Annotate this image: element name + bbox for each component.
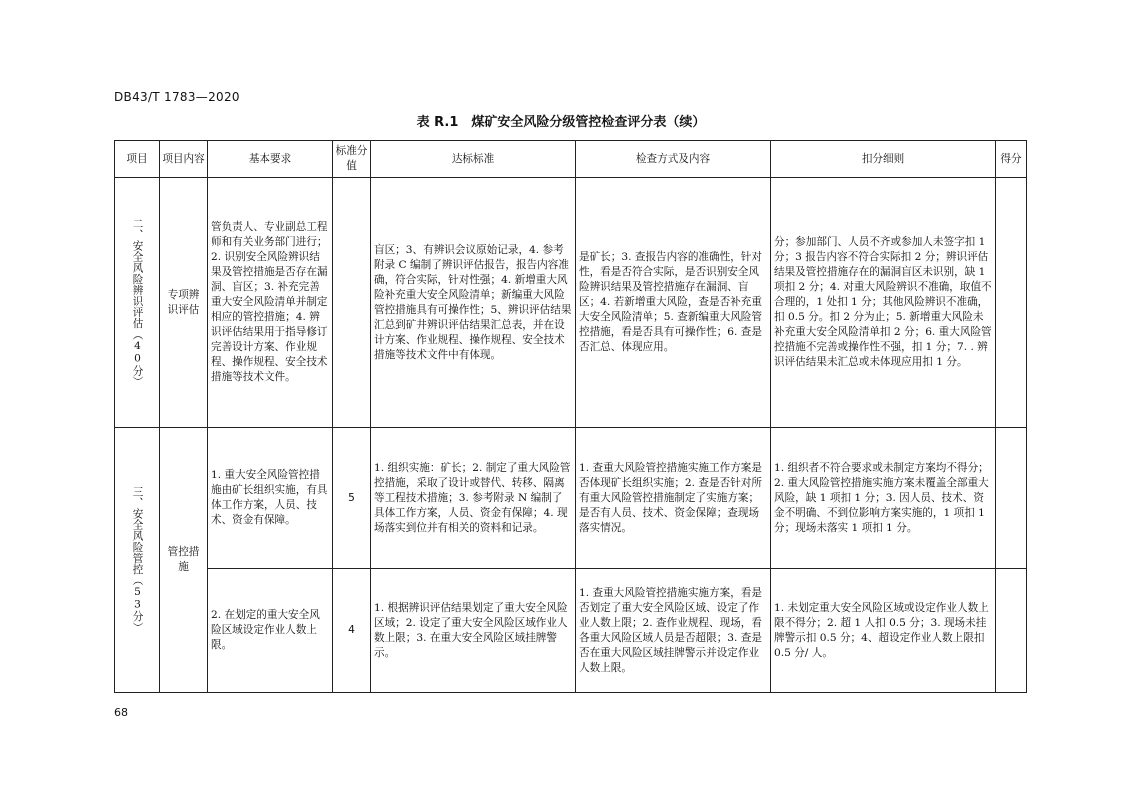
standard-score: 4 — [348, 624, 355, 636]
item-content: 专项辨识评估 — [167, 288, 200, 316]
header-item-content: 项目内容 — [160, 141, 208, 178]
section-title-cell — [115, 428, 160, 693]
standard-cell — [371, 178, 576, 428]
deduction-rules: 1. 组织者不符合要求或未制定方案均不得分；2. 重大风险管控措施实施方案未覆盖全部重大风险，缺 1 项扣 1 分；3. 因人员、技术、资金不明确、不到位影响方案实施的，1 项扣 1 分；现场未落实 1 项扣 1 分。 — [774, 461, 989, 534]
standard-cell — [371, 428, 576, 569]
standard-text: 1. 根据辨识评估结果划定了重大安全风险区域；2. 设定了重大安全风险区域作业人数上限；3. 在重大安全风险区域挂牌警示。 — [374, 601, 568, 659]
score-cell — [996, 178, 1027, 428]
score-table — [114, 140, 1027, 693]
header-project: 项目 — [115, 141, 160, 178]
basic-requirement: 管负责人、专业副总工程师和有关业务部门进行；2. 识别安全风险辨识结果及管控措施是否存在漏洞、盲区；3. 补充完善重大安全风险清单并制定相应的管控措施；4. 辨识评估结果用于指导修订完善设计方案、作业规程、操作规程、安全技术措施等技术文件。 — [211, 221, 328, 383]
check-method: 1. 查重大风险管控措施实施方案，看是否划定了重大安全风险区域、设定了作业人数上限；2. 查作业规程、现场，看各重大风险区域人员是否超限；3. 查是否在重大风险区域挂牌警示并设定作业人数上限。 — [579, 586, 762, 674]
basic-requirement-cell — [208, 178, 333, 428]
header-score: 得分 — [996, 141, 1027, 178]
basic-requirement-cell — [208, 428, 333, 569]
standard-cell — [371, 569, 576, 693]
table-row — [115, 428, 1027, 569]
item-content-cell — [160, 178, 208, 428]
table-title: 表 R.1 煤矿安全风险分级管控检查评分表（续） — [416, 115, 706, 130]
check-method-cell — [576, 178, 771, 428]
header-standard-score: 标准分值 — [333, 141, 371, 178]
check-method-cell — [576, 428, 771, 569]
check-method: 1. 查重大风险管控措施实施工作方案是否体现矿长组织实施；2. 查是否针对所有重大风险管控措施制定了实施方案；是否有人员、技术、资金保障；查现场落实情况。 — [579, 461, 762, 534]
score-cell — [996, 569, 1027, 693]
header-standard: 达标标准 — [371, 141, 576, 178]
basic-requirement: 2. 在划定的重大安全风险区域设定作业人数上限。 — [211, 609, 320, 651]
standard-text: 盲区；3、有辨识会议原始记录，4. 参考附录 C 编制了辨识评估报告，报告内容准确，符合实际，针对性强；4. 新增重大风险补充重大安全风险清单；新编重大风险管控措施具有可操作性；5、辨识评估结果汇总到矿井辨识评估结果汇总表，并在设计方案、作业规程、操作规程、安全技术措施等技术文件中有体现。 — [374, 243, 572, 361]
deduction-cell — [771, 178, 996, 428]
basic-requirement: 1. 重大安全风险管控措施由矿长组织实施，有具体工作方案，人员、技术、资金有保障。 — [211, 469, 328, 526]
check-method: 是矿长；3. 查报告内容的准确性，针对性，看是否符合实际，是否识别安全风险辨识结果及管控措施存在漏洞、盲区；4. 若新增重大风险，查是否补充重大安全风险清单；5. 查新编重大风险管控措施，看是否具有可操作性；6. 查是否汇总、体现应用。 — [579, 251, 762, 353]
section-title: 二、安全风险辨识评估（40分） — [131, 217, 144, 388]
section-title: 三、安全风险管控（53分） — [131, 486, 144, 634]
deduction-rules: 1. 未划定重大安全风险区域或设定作业人数上限不得分；2. 超 1 人扣 0.5 分；3. 现场未挂牌警示扣 0.5 分；4、超设定作业人数上限扣 0.5 分/ 人。 — [774, 601, 989, 659]
item-content-cell — [160, 428, 208, 693]
table-header-row — [115, 141, 1027, 178]
deduction-cell — [771, 428, 996, 569]
deduction-cell — [771, 569, 996, 693]
basic-requirement-cell — [208, 569, 333, 693]
score-cell — [996, 428, 1027, 569]
check-method-cell — [576, 569, 771, 693]
table-row — [115, 178, 1027, 428]
item-content: 管控措施 — [167, 546, 200, 573]
document-code: DB43/T 1783—2020 — [114, 90, 240, 104]
standard-score-cell — [333, 428, 371, 569]
header-check-method: 检查方式及内容 — [576, 141, 771, 178]
table-row — [115, 569, 1027, 693]
standard-score-cell — [333, 178, 371, 428]
header-deduction-rules: 扣分细则 — [771, 141, 996, 178]
page-number: 68 — [114, 706, 128, 719]
standard-score-cell — [333, 569, 371, 693]
header-basic-requirement: 基本要求 — [208, 141, 333, 178]
deduction-rules: 分；参加部门、人员不齐或参加人未签字扣 1 分；3 报告内容不符合实际扣 2 分；辨识评估结果及管控措施存在的漏洞盲区未识别，缺 1 项扣 2 分；4. 对重大风险辨识不准确，取值不合理的，1 处扣 1 分；其他风险辨识不准确，扣 0.5 分。扣 2 分为止；5. 新增重大风险未补充重大安全风险清单扣 2 分；6. 重大风险管控措施不完善或操作性不强，扣 1 分；7. . 辨识评估结果未汇总或未体现应用扣 1 分。 — [774, 236, 992, 368]
standard-score: 5 — [348, 491, 355, 504]
standard-text: 1. 组织实施：矿长；2. 制定了重大风险管控措施，采取了设计或替代、转移、隔离等工程技术措施；3. 参考附录 N 编制了具体工作方案，人员、资金有保障；4. 现场落实到位并有相关的资料和记录。 — [374, 461, 571, 534]
section-title-cell — [115, 178, 160, 428]
